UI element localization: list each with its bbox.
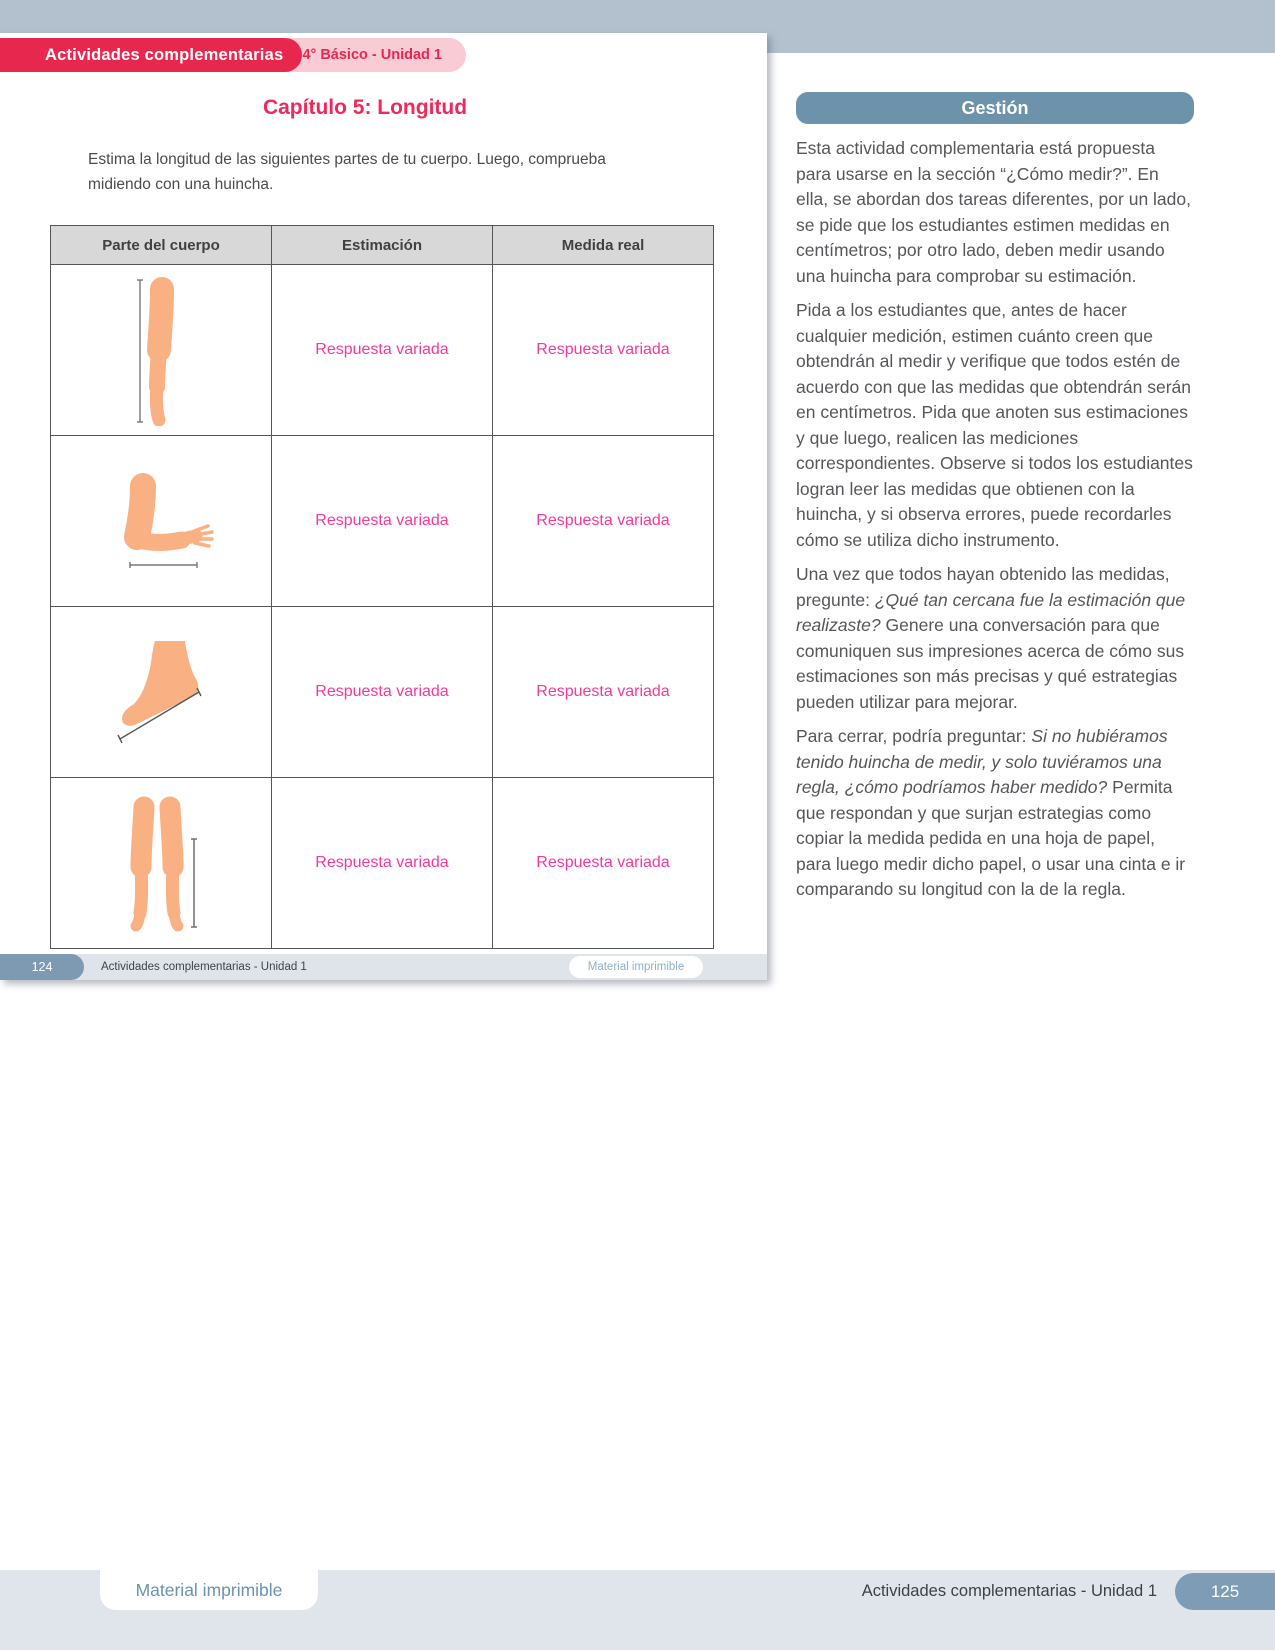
- table-row: [51, 778, 714, 949]
- worksheet-page-number-badge: 124: [0, 954, 84, 980]
- real-measure-answer: Respuesta variada: [493, 778, 714, 949]
- table-header-row: [51, 226, 714, 265]
- legs-icon: [114, 793, 209, 933]
- gestion-paragraph: Para cerrar, podría preguntar: Si no hubiéramos tenido huincha de medir, y solo tuviéramos una regla, ¿cómo podríamos haber medido? Permita que respondan y que surjan estrategias como copiar la medida pedida en una hoja de papel, para luego medir dicho papel, o usar una cinta e ir comparando su longitud con la de la regla.: [796, 726, 1186, 899]
- worksheet-page: [0, 33, 767, 980]
- measurement-table: [50, 225, 714, 949]
- gestion-paragraph: Pida a los estudiantes que, antes de hacer cualquier medición, estimen cuánto creen que obtendrán al medir y verifique que todos estén de acuerdo con que las medidas que obtendrán serán en centímetros. Pida que anoten sus estimaciones y que luego, realicen las mediciones correspondientes. Observe si todos los estudiantes logran leer las medidas que obtienen con la huincha, y si observa errores, puede recordarles cómo se utiliza dicho instrumento.: [796, 300, 1193, 550]
- table-row: [51, 265, 714, 436]
- worksheet-section-tab: [0, 38, 302, 72]
- body-part-cell: [51, 607, 272, 778]
- gestion-paragraph: Esta actividad complementaria está propuesta para usarse en la sección “¿Cómo medir?”. En ella, se abordan dos tareas diferentes, por un lado, se pide que los estudiantes estimen medidas en centímetros; por otro lado, deben medir usando una huincha para comprobar su estimación.: [796, 138, 1191, 286]
- measure-line: [130, 562, 197, 568]
- worksheet-instructions: Estima la longitud de las siguientes partes de tu cuerpo. Luego, comprueba midiendo con una huincha.: [88, 151, 606, 194]
- real-measure-answer: Respuesta variada: [493, 265, 714, 436]
- chapter-title: Capítulo 5: Longitud: [262, 96, 468, 119]
- grade-unit-label: 4° Básico - Unidad 1: [302, 47, 442, 63]
- estimation-answer: Respuesta variada: [272, 436, 493, 607]
- body-part-cell: [51, 265, 272, 436]
- page-footer: [0, 1570, 1275, 1650]
- table-row: [51, 607, 714, 778]
- measure-line: [137, 280, 143, 422]
- column-header-body-part: Parte del cuerpo: [51, 226, 272, 265]
- straight-arm-icon: [126, 274, 196, 426]
- estimation-answer: Respuesta variada: [272, 265, 493, 436]
- real-measure-answer: Respuesta variada: [493, 436, 714, 607]
- worksheet-footer: [0, 954, 767, 980]
- worksheet-footer-label: Actividades complementarias - Unidad 1: [101, 961, 307, 973]
- gestion-paragraph: Una vez que todos hayan obtenido las medidas, pregunte: ¿Qué tan cercana fue la estimación que realizaste? Genere una conversación para que comuniquen sus impresiones acerca de cómo sus estimaciones son más precisas y qué estrategias pueden utilizar para mejorar.: [796, 564, 1186, 712]
- measure-line: [191, 839, 197, 927]
- teacher-guidance-column: [796, 92, 1194, 912]
- footer-material-tab: Material imprimible: [100, 1570, 318, 1610]
- gestion-header: [796, 92, 1194, 124]
- body-part-cell: [51, 436, 272, 607]
- real-measure-answer: Respuesta variada: [493, 607, 714, 778]
- column-header-real-measure: Medida real: [493, 226, 714, 265]
- worksheet-header: [0, 38, 470, 72]
- bent-arm-icon: [100, 469, 222, 573]
- estimation-answer: Respuesta variada: [272, 607, 493, 778]
- column-header-estimation: Estimación: [272, 226, 493, 265]
- foot-icon: [106, 633, 216, 751]
- gestion-body: [796, 136, 1194, 903]
- footer-section-label: Actividades complementarias - Unidad 1: [861, 1581, 1157, 1600]
- page-number-badge: 125: [1175, 1573, 1275, 1610]
- printable-material-badge: Material imprimible: [569, 956, 703, 978]
- gestion-title: Gestión: [961, 97, 1029, 118]
- worksheet-section-label: Actividades complementarias: [45, 45, 284, 64]
- estimation-answer: Respuesta variada: [272, 778, 493, 949]
- body-part-cell: [51, 778, 272, 949]
- table-row: [51, 436, 714, 607]
